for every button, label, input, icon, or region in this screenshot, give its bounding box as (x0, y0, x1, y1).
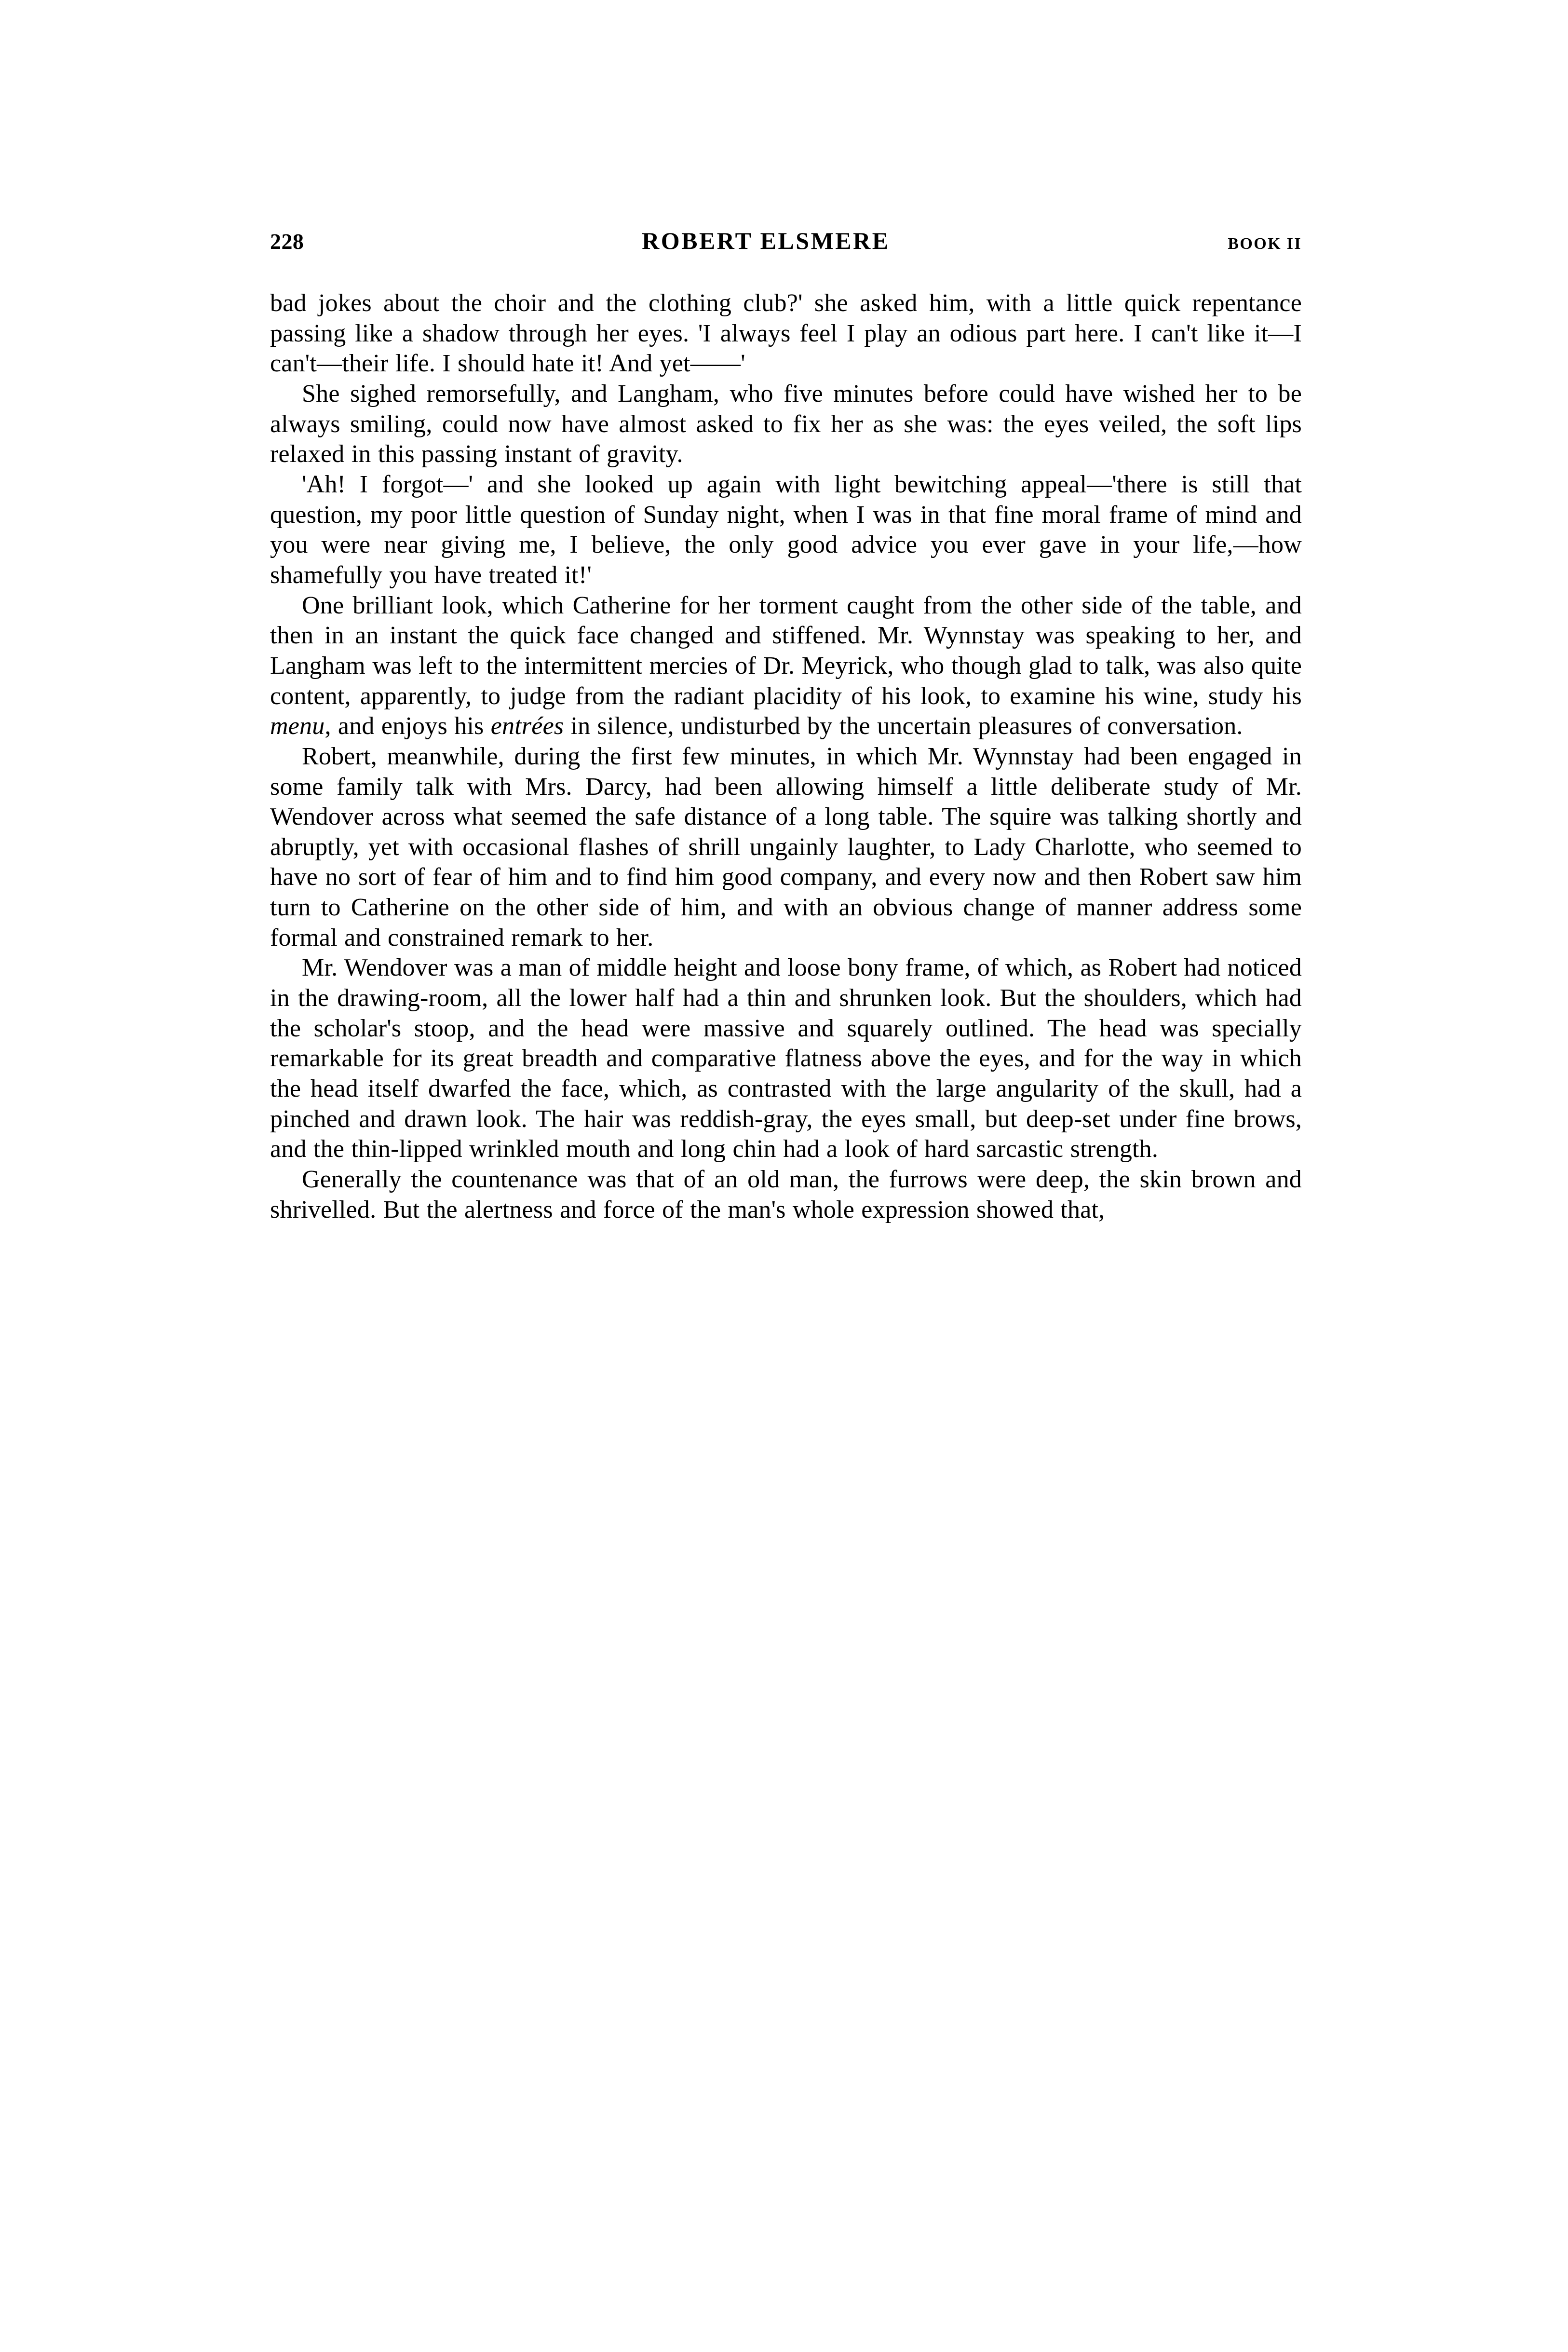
paragraph: She sighed remorsefully, and Langham, who five minutes before could have wished her to be always smiling, could now have almost asked to fix her as she was: the eyes veiled, the soft lips relaxed in this passing instant of gravity. (270, 380, 1302, 468)
paragraph: bad jokes about the choir and the clothing club?' she asked him, with a little quick repentance passing like a shadow through her eyes. 'I always feel I play an odious part here. I can't like it—I can't—their life. I should hate it! And yet——' (270, 289, 1302, 378)
body-text (270, 288, 1302, 1225)
running-head (270, 227, 1302, 255)
running-title: ROBERT ELSMERE (642, 227, 890, 254)
paragraph: Generally the countenance was that of an old man, the furrows were deep, the skin brown and shrivelled. But the alertness and force of the man's whole expression showed that, (270, 1166, 1302, 1224)
page-number: 228 (270, 229, 304, 254)
book-label: BOOK II (1228, 235, 1302, 253)
paragraph: 'Ah! I forgot—' and she looked up again with light bewitching appeal—'there is still that question, my poor little question of Sunday night, when I was in that fine moral frame of mind and you were near giving me, I believe, the only good advice you ever gave in your life,—how shamefully you have treated it!' (270, 470, 1302, 589)
page-content (270, 227, 1302, 1225)
paragraph: Mr. Wendover was a man of middle height and loose bony frame, of which, as Robert had noticed in the drawing-room, all the lower half had a thin and shrunken look. But the shoulders, which had the scholar's stoop, and the head were massive and squarely outlined. The head was specially remarkable for its great breadth and comparative flatness above the eyes, and for the way in which the head itself dwarfed the face, which, as contrasted with the large angularity of the skull, had a pinched and drawn look. The hair was reddish-gray, the eyes small, but deep-set under fine brows, and the thin-lipped wrinkled mouth and long chin had a look of hard sarcastic strength. (270, 954, 1302, 1163)
paragraph: One brilliant look, which Catherine for her torment caught from the other side of the table, and then in an instant the quick face changed and stiffened. Mr. Wynnstay was speaking to her, and Langham was left to the intermittent mercies of Dr. Meyrick, who though glad to talk, was also quite content, apparently, to judge from the radiant placidity of his look, to examine his wine, study his menu, and enjoys his entrées in silence, undisturbed by the uncertain pleasures of conversation. (270, 591, 1302, 740)
paragraph: Robert, meanwhile, during the first few minutes, in which Mr. Wynnstay had been engaged in some family talk with Mrs. Darcy, had been allowing himself a little deliberate study of Mr. Wendover across what seemed the safe distance of a long table. The squire was talking shortly and abruptly, yet with occasional flashes of shrill ungainly laughter, to Lady Charlotte, who seemed to have no sort of fear of him and to find him good company, and every now and then Robert saw him turn to Catherine on the other side of him, and with an obvious change of manner address some formal and constrained remark to her. (270, 742, 1302, 952)
